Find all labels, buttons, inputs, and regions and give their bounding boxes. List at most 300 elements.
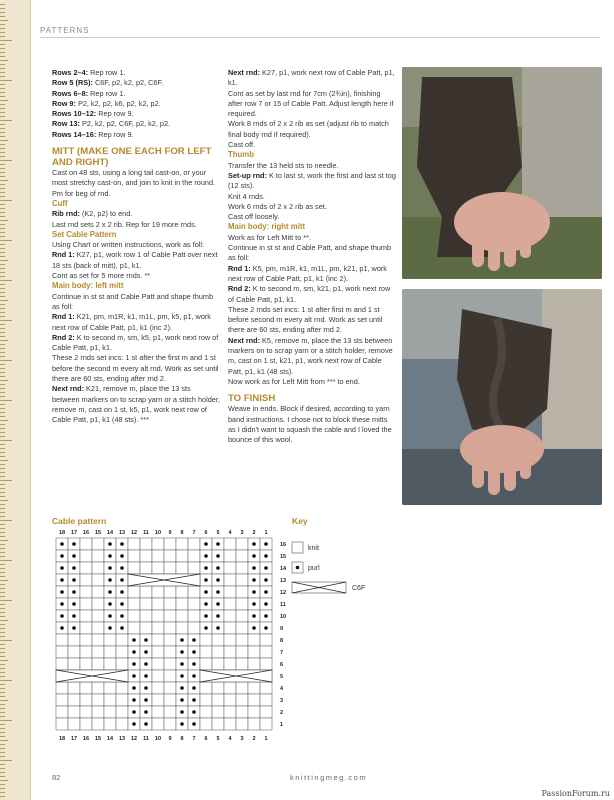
chart-cell <box>236 598 248 610</box>
chart-cell <box>164 694 176 706</box>
ruler-tick <box>0 80 12 81</box>
purl-dot <box>264 626 268 630</box>
ruler-tick <box>0 488 5 489</box>
ruler-tick <box>0 316 5 317</box>
ruler-tick <box>0 304 5 305</box>
chart-cell <box>56 646 68 658</box>
row-label: 16 <box>280 542 287 548</box>
purl-dot <box>132 710 136 714</box>
purl-dot <box>60 578 64 582</box>
chart-cell <box>152 634 164 646</box>
purl-dot <box>132 698 136 702</box>
purl-dot <box>72 578 76 582</box>
ruler-tick <box>0 592 5 593</box>
purl-dot <box>60 542 64 546</box>
chart-cell <box>152 658 164 670</box>
header-divider <box>40 37 600 38</box>
instruction-text: Rep row 9. <box>96 129 134 139</box>
instruction-text: K to second m, sm, k5, p1, work next row of Cable Patt, p1, k1. <box>52 332 219 353</box>
col-label-bottom: 11 <box>143 736 149 742</box>
col-label-bottom: 1 <box>264 736 268 742</box>
purl-dot <box>180 722 184 726</box>
ruler-tick <box>0 472 5 473</box>
chart-cell <box>212 694 224 706</box>
chart-cell <box>152 706 164 718</box>
ruler-tick <box>0 8 5 9</box>
purl-dot <box>144 662 148 666</box>
chart-cell <box>164 682 176 694</box>
ruler-tick <box>0 48 5 49</box>
ruler-tick <box>0 420 8 421</box>
ruler-tick <box>0 192 5 193</box>
row-label: 15 <box>280 554 287 560</box>
chart-cell <box>56 658 68 670</box>
ruler-tick <box>0 312 5 313</box>
instruction-text: K21, remove m, place the 13 sts between markers on to scrap yarn or a stitch holder, remove m, cast on 1 st, k5, p1, work next row of Cable Patt, p1, k1 (48 sts). *** <box>52 384 220 425</box>
ruler-tick <box>0 168 5 169</box>
chart-cell <box>248 658 260 670</box>
purl-dot <box>192 686 196 690</box>
ruler-tick <box>0 480 12 481</box>
column-left <box>52 68 220 426</box>
instruction-line <box>52 220 220 230</box>
instruction-text: K27, p1, work row 1 of Cable Patt over next 18 sts (back of mitt), p1, k1. <box>52 250 218 270</box>
purl-dot <box>216 626 220 630</box>
chart-cell <box>128 562 140 574</box>
instruction-line <box>52 250 220 271</box>
purl-dot <box>60 626 64 630</box>
ruler-tick <box>0 532 5 533</box>
chart-cell <box>140 562 152 574</box>
ruler-tick <box>0 196 5 197</box>
chart-cell <box>212 658 224 670</box>
ruler-tick <box>0 760 12 761</box>
instruction-line <box>228 336 396 377</box>
row-label: 10 <box>280 614 287 620</box>
ruler-tick <box>0 40 12 41</box>
col-label-top: 1 <box>264 530 268 536</box>
col-label-top: 12 <box>130 530 138 536</box>
ruler-tick <box>0 540 8 541</box>
purl-dot <box>216 614 220 618</box>
instruction-line <box>228 264 396 285</box>
ruler-tick <box>0 516 5 517</box>
chart-cell <box>188 622 200 634</box>
purl-dot <box>204 554 208 558</box>
chart-key <box>290 534 400 594</box>
purl-dot <box>216 578 220 582</box>
ruler-tick <box>0 548 5 549</box>
ruler-tick <box>0 400 12 401</box>
chart-cell <box>152 622 164 634</box>
instruction-line <box>228 89 396 120</box>
chart-cell <box>200 658 212 670</box>
side-ruler <box>0 0 31 800</box>
ruler-tick <box>0 120 12 121</box>
purl-dot <box>72 566 76 570</box>
chart-cell <box>260 658 272 670</box>
ruler-tick <box>0 584 5 585</box>
key-label: C6F <box>352 585 366 592</box>
ruler-tick <box>0 776 5 777</box>
ruler-tick <box>0 360 12 361</box>
ruler-tick <box>0 188 5 189</box>
chart-cell <box>80 562 92 574</box>
instruction-line <box>228 68 396 89</box>
chart-cell <box>80 586 92 598</box>
chart-cell <box>200 706 212 718</box>
instruction-line <box>228 192 396 202</box>
purl-dot <box>132 686 136 690</box>
ruler-tick <box>0 248 5 249</box>
purl-dot <box>264 614 268 618</box>
instruction-label: Rows 14–16: <box>52 129 97 139</box>
instruction-text: Cont as set by last rnd for 7cm (2¾in), finishing after row 7 or 15 of Cable Patt. Adjust length here if required. <box>228 88 394 119</box>
purl-dot <box>144 686 148 690</box>
chart-cell <box>116 658 128 670</box>
key-label: purl <box>308 565 320 572</box>
instruction-line <box>52 99 220 109</box>
chart-cell <box>152 550 164 562</box>
instruction-line <box>52 209 220 219</box>
ruler-tick <box>0 308 5 309</box>
chart-cell <box>116 706 128 718</box>
instruction-label: Next rnd: <box>52 384 85 394</box>
ruler-tick <box>0 88 5 89</box>
instruction-text: Rep row 1. <box>88 68 126 77</box>
ruler-tick <box>0 268 5 269</box>
purl-dot <box>72 554 76 558</box>
col-label-top: 14 <box>106 530 114 536</box>
ruler-tick <box>0 568 5 569</box>
chart-cell <box>164 718 176 730</box>
ruler-tick <box>0 612 5 613</box>
chart-cell <box>152 562 164 574</box>
chart-cell <box>140 598 152 610</box>
ruler-tick <box>0 724 5 725</box>
chart-cell <box>92 538 104 550</box>
ruler-tick <box>0 524 5 525</box>
col-label-bottom: 8 <box>180 736 184 742</box>
chart-cell <box>56 694 68 706</box>
instruction-line <box>52 384 220 425</box>
ruler-tick <box>0 404 5 405</box>
chart-cell <box>236 550 248 562</box>
chart-cell <box>224 562 236 574</box>
ruler-tick <box>0 296 5 297</box>
chart-cell <box>248 706 260 718</box>
ruler-tick <box>0 556 5 557</box>
ruler-tick <box>0 284 5 285</box>
col-label-top: 8 <box>180 530 184 536</box>
row-label: 2 <box>280 710 284 716</box>
chart-cell <box>236 586 248 598</box>
purl-dot <box>60 602 64 606</box>
subheading: Thumb <box>228 150 254 160</box>
ruler-tick <box>0 652 5 653</box>
chart-cell <box>80 682 92 694</box>
purl-dot <box>204 566 208 570</box>
page-number: 82 <box>52 773 61 782</box>
ruler-tick <box>0 240 12 241</box>
ruler-tick <box>0 224 5 225</box>
purl-dot <box>144 698 148 702</box>
ruler-tick <box>0 376 5 377</box>
instruction-text: Rep row 1. <box>88 88 126 98</box>
ruler-tick <box>0 228 5 229</box>
chart-cell <box>236 694 248 706</box>
instruction-line <box>52 89 220 99</box>
col-label-bottom: 7 <box>192 736 196 742</box>
purl-dot <box>264 590 268 594</box>
purl-dot <box>216 554 220 558</box>
chart-cell <box>80 634 92 646</box>
ruler-tick <box>0 236 5 237</box>
chart-cell <box>224 586 236 598</box>
instruction-text: K5, remove m, place the 13 sts between markers on to scrap yarn or a stitch holder, remove m, cast on 1 st, k21, p1, work next row of Cable Patt, p1, k1 (48 sts). <box>228 335 393 376</box>
ruler-tick <box>0 720 12 721</box>
chart-cell <box>224 634 236 646</box>
chart-cell <box>152 670 164 682</box>
instruction-line <box>228 233 396 243</box>
ruler-tick <box>0 640 12 641</box>
ruler-tick <box>0 372 5 373</box>
row-label: 13 <box>280 578 287 584</box>
instruction-label: Rnd 1: <box>52 312 75 322</box>
ruler-tick <box>0 660 8 661</box>
ruler-tick <box>0 756 5 757</box>
purl-dot <box>108 590 112 594</box>
subheading: Main body: left mitt <box>52 281 124 291</box>
ruler-tick <box>0 300 8 301</box>
chart-cell <box>212 646 224 658</box>
ruler-tick <box>0 676 5 677</box>
instruction-line <box>52 312 220 333</box>
chart-cell <box>236 718 248 730</box>
chart-cell <box>80 658 92 670</box>
ruler-tick <box>0 20 8 21</box>
purl-dot <box>216 542 220 546</box>
ruler-tick <box>0 444 5 445</box>
ruler-tick <box>0 108 5 109</box>
instruction-line <box>52 168 220 199</box>
chart-cell <box>128 538 140 550</box>
ruler-tick <box>0 136 5 137</box>
instruction-line <box>228 284 396 305</box>
ruler-tick <box>0 28 5 29</box>
chart-cell <box>92 658 104 670</box>
ruler-tick <box>0 440 12 441</box>
row-label: 1 <box>280 722 284 728</box>
ruler-tick <box>0 152 5 153</box>
purl-dot <box>108 554 112 558</box>
purl-dot <box>108 566 112 570</box>
col-label-bottom: 15 <box>94 736 102 742</box>
chart-cell <box>188 538 200 550</box>
row-label: 9 <box>280 626 284 632</box>
col-label-bottom: 2 <box>252 736 256 742</box>
purl-dot <box>192 722 196 726</box>
row-label: 3 <box>280 698 284 704</box>
ruler-tick <box>0 272 5 273</box>
ruler-tick <box>0 468 5 469</box>
purl-dot <box>264 602 268 606</box>
purl-dot <box>192 710 196 714</box>
purl-dot <box>204 626 208 630</box>
instruction-label: Rows 10–12: <box>52 109 97 119</box>
instruction-text: Transfer the 13 held sts to needle. <box>228 160 339 170</box>
chart-cell <box>248 682 260 694</box>
instruction-text: Work as for Left Mitt to **. <box>228 232 311 242</box>
instruction-text: K21, pm, m1R, k1, m1L, pm, k5, p1, work next row of Cable Patt, p1, k1 (inc 2). <box>52 312 211 332</box>
col-label-top: 13 <box>118 530 126 536</box>
ruler-tick <box>0 484 5 485</box>
chart-cell <box>176 610 188 622</box>
chart-cell <box>200 682 212 694</box>
ruler-tick <box>0 744 5 745</box>
ruler-tick <box>0 68 5 69</box>
chart-cell <box>164 706 176 718</box>
ruler-tick <box>0 392 5 393</box>
ruler-tick <box>0 156 5 157</box>
key-dot <box>296 566 300 570</box>
purl-dot <box>60 554 64 558</box>
chart-cell <box>176 562 188 574</box>
row-label: 5 <box>280 674 284 680</box>
instruction-line <box>52 68 220 78</box>
ruler-tick <box>0 436 5 437</box>
instruction-line <box>52 78 220 88</box>
chart-cell <box>152 586 164 598</box>
chart-cell <box>92 706 104 718</box>
chart-cell <box>80 718 92 730</box>
ruler-tick <box>0 160 12 161</box>
chart-cell <box>92 682 104 694</box>
ruler-tick <box>0 792 5 793</box>
chart-cell <box>80 538 92 550</box>
ruler-tick <box>0 408 5 409</box>
ruler-tick <box>0 456 5 457</box>
instruction-label: Next rnd: <box>228 68 261 77</box>
ruler-tick <box>0 352 5 353</box>
ruler-tick <box>0 212 5 213</box>
ruler-tick <box>0 116 5 117</box>
chart-cell <box>224 646 236 658</box>
chart-cell <box>188 562 200 574</box>
purl-dot <box>252 626 256 630</box>
instruction-label: Rows 6–8: <box>52 88 89 98</box>
ruler-tick <box>0 204 5 205</box>
purl-dot <box>144 638 148 642</box>
chart-cell <box>224 538 236 550</box>
instruction-line <box>228 140 396 150</box>
chart-cell <box>176 586 188 598</box>
ruler-tick <box>0 164 5 165</box>
instruction-text: Cast off. <box>228 140 256 150</box>
ruler-tick <box>0 12 5 13</box>
ruler-tick <box>0 768 5 769</box>
chart-cell <box>80 646 92 658</box>
ruler-tick <box>0 600 12 601</box>
instruction-text: K27, p1, work next row of Cable Patt, p1, k1. <box>228 68 395 88</box>
chart-cell <box>92 646 104 658</box>
purl-dot <box>180 662 184 666</box>
chart-cell <box>116 634 128 646</box>
purl-dot <box>180 650 184 654</box>
purl-dot <box>180 674 184 678</box>
col-label-top: 6 <box>204 530 208 536</box>
instruction-label: Rnd 1: <box>228 263 251 273</box>
chart-cell <box>176 598 188 610</box>
ruler-tick <box>0 460 8 461</box>
col-label-bottom: 4 <box>228 736 232 742</box>
instruction-line <box>52 292 220 313</box>
chart-cell <box>248 694 260 706</box>
col-label-bottom: 16 <box>82 736 90 742</box>
ruler-tick <box>0 396 5 397</box>
ruler-tick <box>0 356 5 357</box>
chart-cell <box>224 682 236 694</box>
chart-cell <box>176 550 188 562</box>
row-label: 6 <box>280 662 284 668</box>
chart-cell <box>248 634 260 646</box>
instruction-line <box>228 161 396 171</box>
purl-dot <box>120 590 124 594</box>
col-label-top: 10 <box>154 530 162 536</box>
instruction-text: P2, k2, p2, k6, p2, k2, p2. <box>75 98 161 108</box>
chart-cell <box>104 694 116 706</box>
purl-dot <box>216 590 220 594</box>
purl-dot <box>72 590 76 594</box>
purl-dot <box>120 542 124 546</box>
ruler-tick <box>0 16 5 17</box>
chart-cell <box>260 634 272 646</box>
chart-cell <box>56 634 68 646</box>
row-label: 14 <box>280 566 287 572</box>
instruction-line <box>228 119 396 140</box>
ruler-tick <box>0 692 5 693</box>
ruler-tick <box>0 736 5 737</box>
ruler-tick <box>0 220 8 221</box>
ruler-tick <box>0 184 5 185</box>
chart-cell <box>56 682 68 694</box>
ruler-tick <box>0 712 5 713</box>
ruler-tick <box>0 216 5 217</box>
ruler-tick <box>0 172 5 173</box>
chart-cell <box>200 694 212 706</box>
chart-cell <box>56 718 68 730</box>
ruler-tick <box>0 752 5 753</box>
ruler-tick <box>0 244 5 245</box>
chart-cell <box>260 718 272 730</box>
ruler-tick <box>0 608 5 609</box>
chart-cell <box>188 598 200 610</box>
instruction-line <box>228 377 396 387</box>
ruler-tick <box>0 36 5 37</box>
chart-cell <box>140 586 152 598</box>
chart-cell <box>80 610 92 622</box>
chart-cell <box>260 646 272 658</box>
chart-cell <box>116 646 128 658</box>
chart-cell <box>224 718 236 730</box>
chart-cell <box>80 706 92 718</box>
row-label: 8 <box>280 638 284 644</box>
instruction-line <box>52 130 220 140</box>
instruction-line <box>228 171 396 192</box>
purl-dot <box>252 566 256 570</box>
chart-cell <box>152 646 164 658</box>
key-title: Key <box>292 516 308 526</box>
